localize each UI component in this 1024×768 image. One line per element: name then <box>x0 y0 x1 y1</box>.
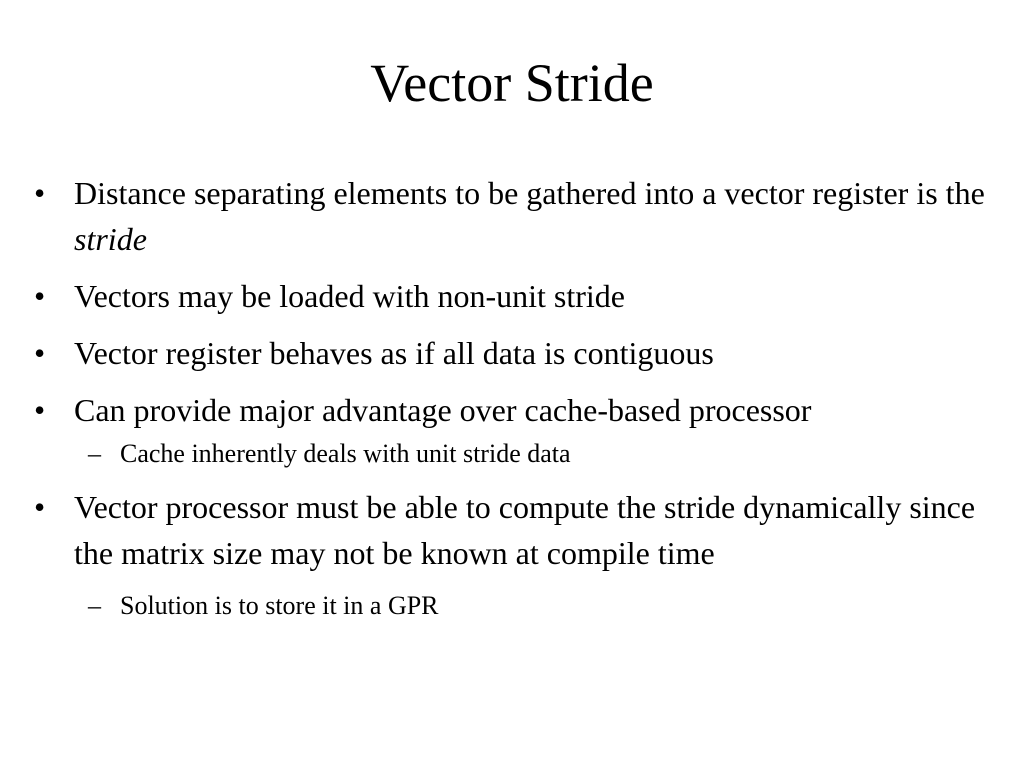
bullet-list <box>0 170 1024 624</box>
sub-bullet-text: Solution is to store it in a GPR <box>120 591 439 620</box>
bullet-marker: • <box>34 392 46 428</box>
bullet-text <box>74 170 1004 262</box>
sub-bullet-item <box>0 588 1024 624</box>
bullet-marker: • <box>34 489 46 525</box>
emphasized-term: stride <box>74 221 147 257</box>
bullet-text: Vector register behaves as if all data is contiguous <box>74 335 714 371</box>
sub-bullet-marker: – <box>88 591 101 620</box>
bullet-item <box>0 330 1024 376</box>
bullet-marker: • <box>34 175 46 211</box>
bullet-item <box>0 170 1024 262</box>
bullet-item <box>0 273 1024 319</box>
sub-bullet-item <box>0 436 1024 472</box>
bullet-text: Vectors may be loaded with non-unit stride <box>74 278 625 314</box>
bullet-text: Can provide major advantage over cache-based processor <box>74 392 812 428</box>
bullet-item <box>0 484 1024 576</box>
bullet-marker: • <box>34 335 46 371</box>
bullet-item <box>0 387 1024 433</box>
bullet-marker: • <box>34 278 46 314</box>
bullet-text: Vector processor must be able to compute the stride dynamically since the matrix size may not be known at compile time <box>74 489 976 571</box>
sub-bullet-text: Cache inherently deals with unit stride data <box>120 439 571 468</box>
slide-title: Vector Stride <box>370 53 654 113</box>
sub-bullet-marker: – <box>88 439 101 468</box>
bullet-text-part: Distance separating elements to be gathered into a vector register is the <box>74 175 985 211</box>
